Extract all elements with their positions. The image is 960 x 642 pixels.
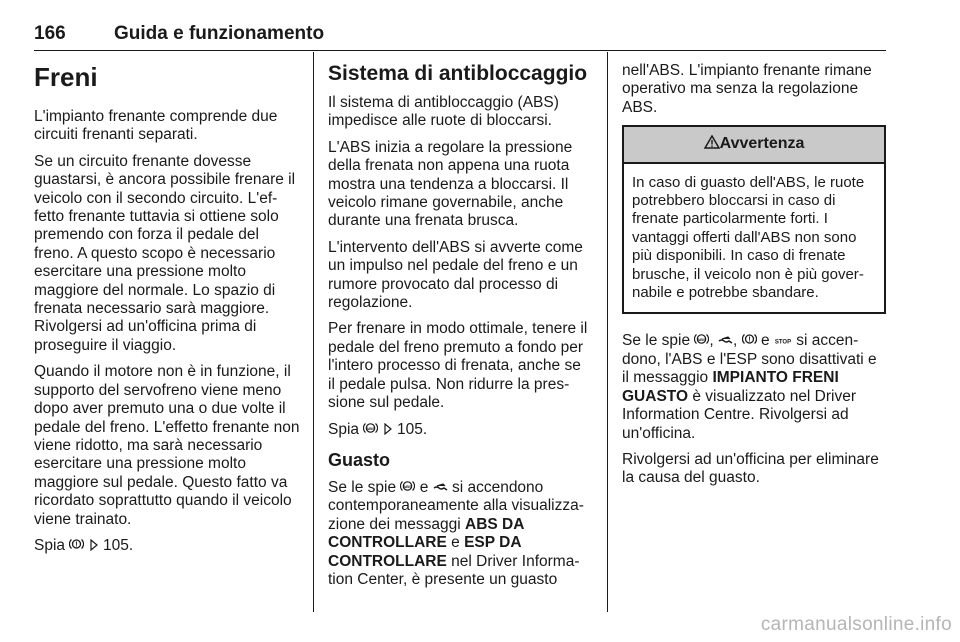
warning-title: Avvertenza [719,135,805,153]
column-divider [313,52,314,612]
message-brake-fault: IMPIANTO FRENI GUASTO [622,369,839,405]
paragraph: L'ABS inizia a regolare la pressione della frenata non appena una ruota mostra una tendenza a bloccarsi. Il veicolo rimane governabile, anche durante una frenata brusca. [328,138,573,230]
column-brakes [34,62,300,563]
column-continued [622,62,886,496]
paragraph: Se un circuito frenante dovesse guastarsi, è ancora possibile frenare il veicolo con il secondo circuito. L'effetto frenante tuttavia si ottiene solo premendo con forza il pedale del freno. A questo scopo è necessario esercitare una pressione molto maggiore del normale. Lo spazio di frenata necessario sarà maggiore. Rivolgersi ad un'officina prima di proseguire il viaggio. [34,152,296,354]
section-title: Guida e funzionamento [114,23,325,44]
text: si accendono contemporaneamente alla visualizzazione dei messaggi [328,478,584,533]
svg-text:ABS: ABS [403,483,413,489]
text: nel Driver Information Center, è presente un guasto [328,552,580,588]
svg-text:ABS: ABS [697,337,707,343]
paragraph: nell'ABS. L'impianto frenante rimane operativo ma senza la regolazione ABS. [622,62,872,116]
paragraph-fault [328,479,590,589]
paragraph: Quando il motore non è in funzione, il supporto del servofreno viene meno dopo aver premuto una o due volte il pedale del freno. L'effetto frenante non viene ridotto, ma sarà necessario esercitare una pressione molto maggiore sul pedale. Questo fatto va ricordato soprattutto quando il veicolo viene trainato. [34,363,300,528]
paragraph-lights: Se le spie ABS , , ! e STOP si accendono, l'ABS e l'ESP sono disattivati e il messaggio IMPIANTO FRENI GUASTO è visualizzato nel Driver Information Centre. Rivolgersi ad un'officina. [622,332,877,442]
warning-body: In caso di guasto dell'ABS, le ruote potrebbero bloccarsi in caso di frenate particolarmente forti. I vantaggi offerti dall'ABS non sono più disponibili. In caso di frenate brusche, il veicolo non è più governabile e potrebbe sbandare. [632,173,865,302]
text: e [419,478,429,496]
svg-text:!: ! [75,541,79,549]
paragraph: Rivolgersi ad un'officina per eliminare la causa del guasto. [622,450,879,487]
text: si accendono, l'ABS e l'ESP sono disattivati e il messaggio [622,332,877,387]
heading-abs: Sistema di antibloccaggio [328,62,588,85]
brake-warning-icon [69,537,84,553]
text: Se le spie [328,478,397,496]
page-number: 166 [34,23,66,44]
svg-text:!: ! [747,337,751,345]
message-esp: ESP DA CONTROLLARE [328,534,521,570]
spia-label: Spia [328,420,360,438]
warning-light-reference [34,537,300,555]
paragraph: L'impianto frenante comprende due circuiti frenanti separati. [34,108,278,144]
heading-fault: Guasto [328,449,391,470]
warning-box [622,125,886,314]
stop-icon [774,334,792,348]
brake-warning-icon [742,332,757,348]
text: è visualizzato nel Driver Information Centre. Rivolgersi ad un'officina. [622,387,857,442]
text: e [451,534,460,552]
esp-icon [433,479,448,495]
text: Se le spie [622,332,691,350]
text: e [760,332,770,350]
page-header [34,20,886,51]
abs-icon [694,332,709,348]
svg-text:STOP: STOP [774,339,792,346]
warning-light-reference [328,421,590,439]
abs-icon [363,421,378,437]
page-reference-arrow-icon [89,539,99,553]
spia-label: Spia [34,536,66,554]
page-reference[interactable]: 105. [396,420,428,438]
esp-icon [718,332,733,348]
paragraph: Per frenare in modo ottimale, tenere il pedale del freno premuto a fondo per l'intero processo di frenata, anche se il pedale pulsa. Non ridurre la pressione sul pedale. [328,320,588,412]
warning-triangle-icon [704,135,720,151]
page-reference[interactable]: 105. [102,536,134,554]
page-reference-arrow-icon [383,423,393,437]
svg-text:ABS: ABS [366,425,376,431]
heading-brakes: Freni [34,62,98,92]
column-divider [607,52,608,612]
paragraph: Il sistema di antibloccaggio (ABS) impedisce alle ruote di bloccarsi. [328,94,559,130]
abs-icon [400,479,415,495]
paragraph: L'intervento dell'ABS si avverte come un impulso nel pedale del freno e un rumore provocato dal processo di regolazione. [328,238,583,312]
watermark: carmanualsonline.info [760,614,952,635]
message-abs: ABS DA CONTROLLARE [328,515,524,552]
column-abs [328,62,590,597]
warning-header [624,127,884,163]
